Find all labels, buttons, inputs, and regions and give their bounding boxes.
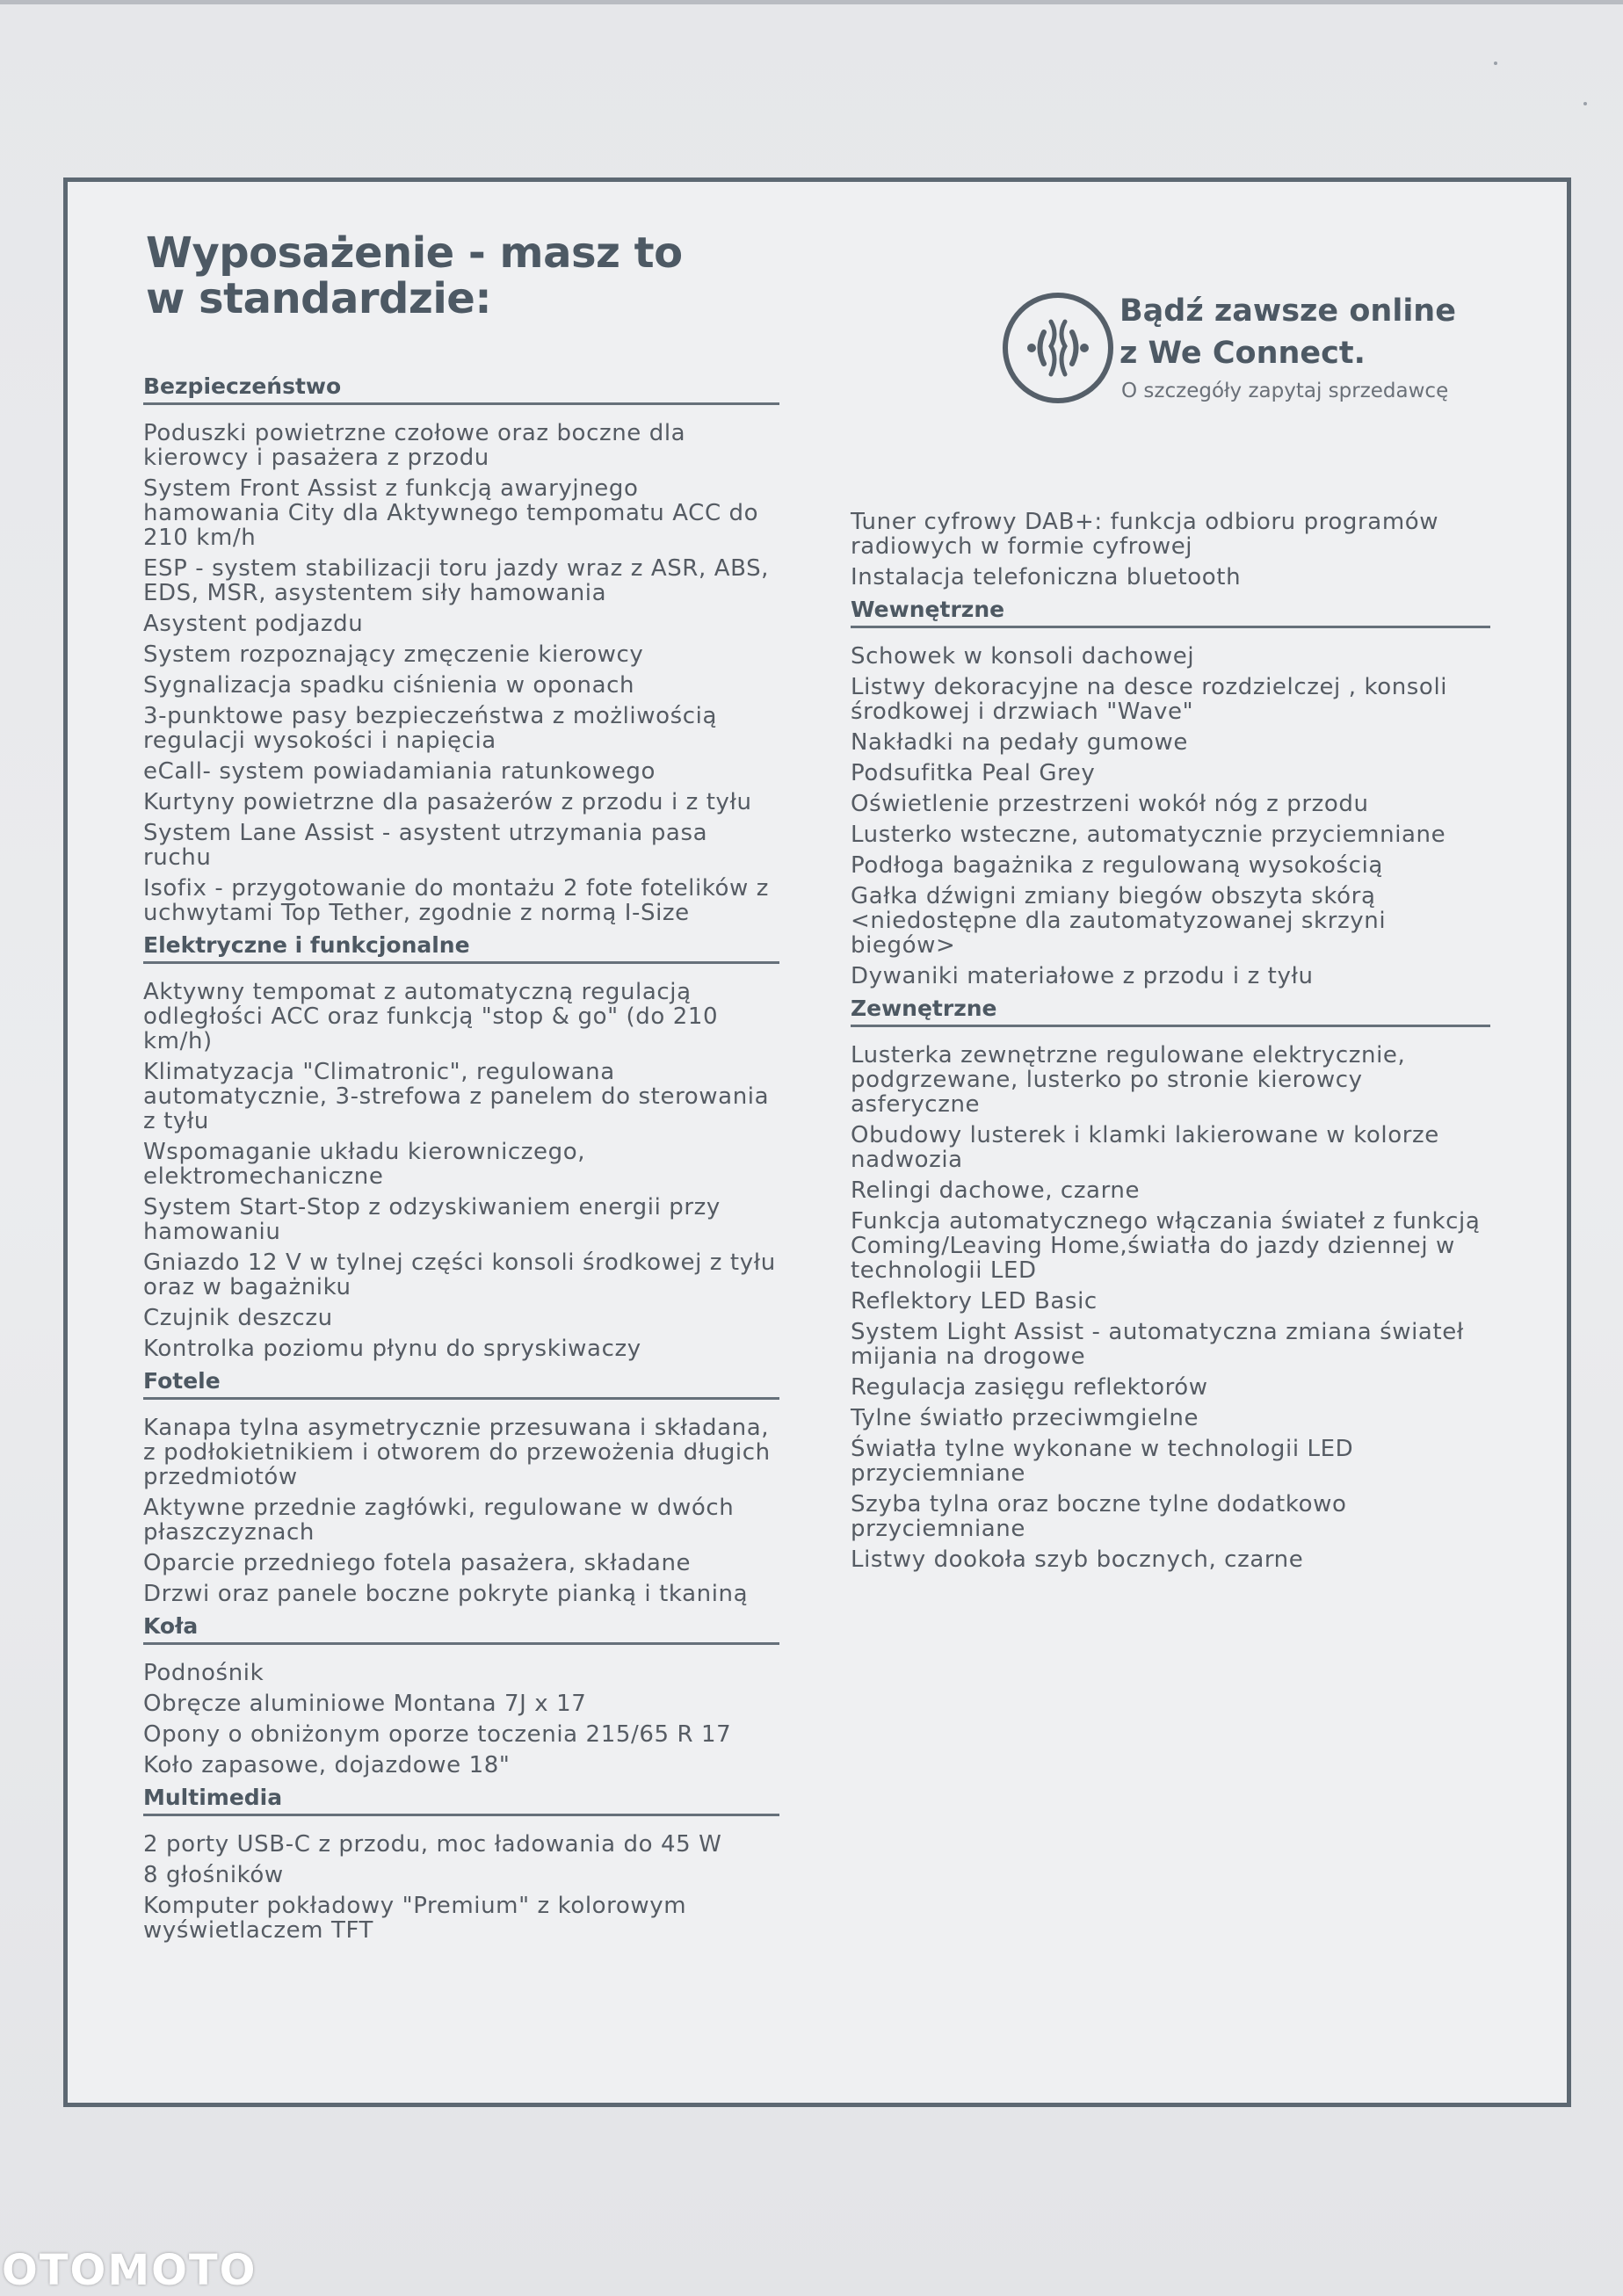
equipment-item: Gałka dźwigni zmiany biegów obszyta skórą <niedostępne dla zautomatyzowanej skrzyni biegów>: [851, 883, 1387, 959]
equipment-item: Nakładki na pedały gumowe: [851, 729, 1188, 756]
equipment-item: Relingi dachowe, czarne: [851, 1177, 1141, 1204]
section-left_column-4: [143, 1784, 779, 1943]
we-connect-subtitle: O szczegóły zapytaj sprzedawcę: [1121, 380, 1449, 402]
equipment-item: Dywaniki materiałowe z przodu i z tyłu: [851, 963, 1314, 989]
equipment-item: Drzwi oraz panele boczne pokryte pianką i tkaniną: [143, 1581, 749, 1607]
left-column: [143, 373, 779, 1949]
we-connect-promo: [1000, 290, 1492, 413]
top-edge-line: [0, 0, 1623, 4]
equipment-item: 2 porty USB-C z przodu, moc ładowania do 45 W: [143, 1831, 722, 1858]
section-heading: Koła: [143, 1612, 779, 1645]
equipment-item: Czujnik deszczu: [143, 1305, 333, 1331]
equipment-item: Sygnalizacja spadku ciśnienia w oponach: [143, 672, 635, 699]
page-title: [146, 230, 683, 322]
equipment-item: Asystent podjazdu: [143, 611, 364, 637]
paper-speck: [1583, 102, 1587, 105]
equipment-item: Opony o obniżonym oporze toczenia 215/65 R 17: [143, 1721, 732, 1748]
section-heading: Fotele: [143, 1367, 779, 1400]
we-connect-title-line-1: Bądź zawsze online: [1119, 293, 1456, 329]
equipment-item: System Start-Stop z odzyskiwaniem energii przy hamowaniu: [143, 1194, 721, 1245]
equipment-item: Regulacja zasięgu reflektorów: [851, 1374, 1208, 1401]
equipment-item: Lusterka zewnętrzne regulowane elektrycznie, podgrzewane, lusterko po stronie kierowcy asferyczne: [851, 1042, 1406, 1118]
equipment-item: Schowek w konsoli dachowej: [851, 643, 1195, 670]
equipment-item: Światła tylne wykonane w technologii LED przyciemniane: [851, 1436, 1354, 1487]
equipment-item: Podnośnik: [143, 1660, 264, 1686]
equipment-item: 3-punktowe pasy bezpieczeństwa z możliwością regulacji wysokości i napięcia: [143, 703, 718, 754]
section-heading: Wewnętrzne: [851, 596, 1490, 628]
equipment-item: Szyba tylna oraz boczne tylne dodatkowo przyciemniane: [851, 1491, 1347, 1542]
equipment-item: Funkcja automatycznego włączania świateł z funkcją Coming/Leaving Home,światła do jazdy dziennej w technologii LED: [851, 1208, 1481, 1284]
section-left_column-1: [143, 931, 779, 1361]
section-right_column-1: [851, 995, 1490, 1572]
equipment-item: Kontrolka poziomu płynu do spryskiwaczy: [143, 1336, 641, 1362]
equipment-item: Obręcze aluminiowe Montana 7J x 17: [143, 1691, 587, 1717]
equipment-item: Aktywne przednie zagłówki, regulowane w dwóch płaszczyznach: [143, 1495, 735, 1546]
section-right_column-0: [851, 596, 1490, 989]
section-left_column-0: [143, 373, 779, 925]
equipment-item: Komputer pokładowy "Premium" z kolorowym wyświetlaczem TFT: [143, 1893, 687, 1944]
equipment-item: Isofix - przygotowanie do montażu 2 fote fotelików z uchwytami Top Tether, zgodnie z normą I-Size: [143, 875, 770, 926]
equipment-item: System rozpoznający zmęczenie kierowcy: [143, 641, 644, 668]
equipment-item: System Lane Assist - asystent utrzymania pasa ruchu: [143, 820, 708, 871]
equipment-item: Kurtyny powietrzne dla pasażerów z przodu i z tyłu: [143, 789, 752, 815]
equipment-item: ESP - system stabilizacji toru jazdy wraz z ASR, ABS, EDS, MSR, asystentem siły hamowania: [143, 555, 770, 606]
equipment-item: Oświetlenie przestrzeni wokół nóg z przodu: [851, 791, 1369, 817]
section-left_column-3: [143, 1612, 779, 1778]
equipment-item: Podsufitka Peal Grey: [851, 760, 1096, 786]
otomoto-watermark: OTOMOTO: [2, 2246, 257, 2295]
equipment-item: System Light Assist - automatyczna zmiana świateł mijania na drogowe: [851, 1319, 1464, 1370]
paper-speck: [1494, 62, 1497, 65]
section-heading: Bezpieczeństwo: [143, 373, 779, 405]
equipment-item: Obudowy lusterek i klamki lakierowane w kolorze nadwozia: [851, 1122, 1439, 1173]
page-title-line-2: w standardzie:: [146, 274, 492, 323]
equipment-item: Reflektory LED Basic: [851, 1288, 1098, 1315]
equipment-item: Listwy dookoła szyb bocznych, czarne: [851, 1546, 1304, 1573]
section-heading: Multimedia: [143, 1784, 779, 1816]
we-connect-icon: [1000, 290, 1116, 406]
equipment-item: System Front Assist z funkcją awaryjnego hamowania City dla Aktywnego tempomatu ACC do 210 km/h: [143, 475, 759, 551]
right-intro-list: [851, 510, 1490, 590]
equipment-item: Gniazdo 12 V w tylnej części konsoli środkowej z tyłu oraz w bagażniku: [143, 1249, 776, 1300]
we-connect-title-line-2: z We Connect.: [1119, 336, 1366, 371]
right-column: [851, 510, 1490, 1578]
equipment-item: Wspomaganie układu kierowniczego, elektromechaniczne: [143, 1139, 586, 1190]
equipment-item: Tylne światło przeciwmgielne: [851, 1405, 1199, 1431]
equipment-item: Listwy dekoracyjne na desce rozdzielczej , konsoli środkowej i drzwiach "Wave": [851, 674, 1448, 725]
equipment-item: Podłoga bagażnika z regulowaną wysokością: [851, 852, 1383, 879]
equipment-item: Koło zapasowe, dojazdowe 18": [143, 1752, 511, 1778]
page-title-line-1: Wyposażenie - masz to: [146, 228, 683, 278]
section-heading: Elektryczne i funkcjonalne: [143, 931, 779, 964]
equipment-item: Lusterko wsteczne, automatycznie przyciemniane: [851, 822, 1446, 848]
equipment-item: Instalacja telefoniczna bluetooth: [851, 564, 1242, 590]
we-connect-title: [1119, 290, 1456, 374]
equipment-item: Oparcie przedniego fotela pasażera, składane: [143, 1550, 692, 1576]
section-left_column-2: [143, 1367, 779, 1606]
equipment-item: Klimatyzacja "Climatronic", regulowana automatycznie, 3-strefowa z panelem do sterowania z tyłu: [143, 1059, 770, 1134]
equipment-item: Kanapa tylna asymetrycznie przesuwana i składana, z podłokietnikiem i otworem do przewożenia długich przedmiotów: [143, 1415, 771, 1490]
equipment-item: Poduszki powietrzne czołowe oraz boczne dla kierowcy i pasażera z przodu: [143, 420, 686, 471]
equipment-item: 8 głośników: [143, 1862, 284, 1888]
equipment-item: eCall- system powiadamiania ratunkowego: [143, 758, 656, 785]
right-sections: [851, 596, 1490, 1572]
equipment-item: Tuner cyfrowy DAB+: funkcja odbioru programów radiowych w formie cyfrowej: [851, 509, 1439, 560]
section-heading: Zewnętrzne: [851, 995, 1490, 1027]
equipment-item: Aktywny tempomat z automatyczną regulacją odległości ACC oraz funkcją "stop & go" (do 210 km/h): [143, 979, 719, 1054]
